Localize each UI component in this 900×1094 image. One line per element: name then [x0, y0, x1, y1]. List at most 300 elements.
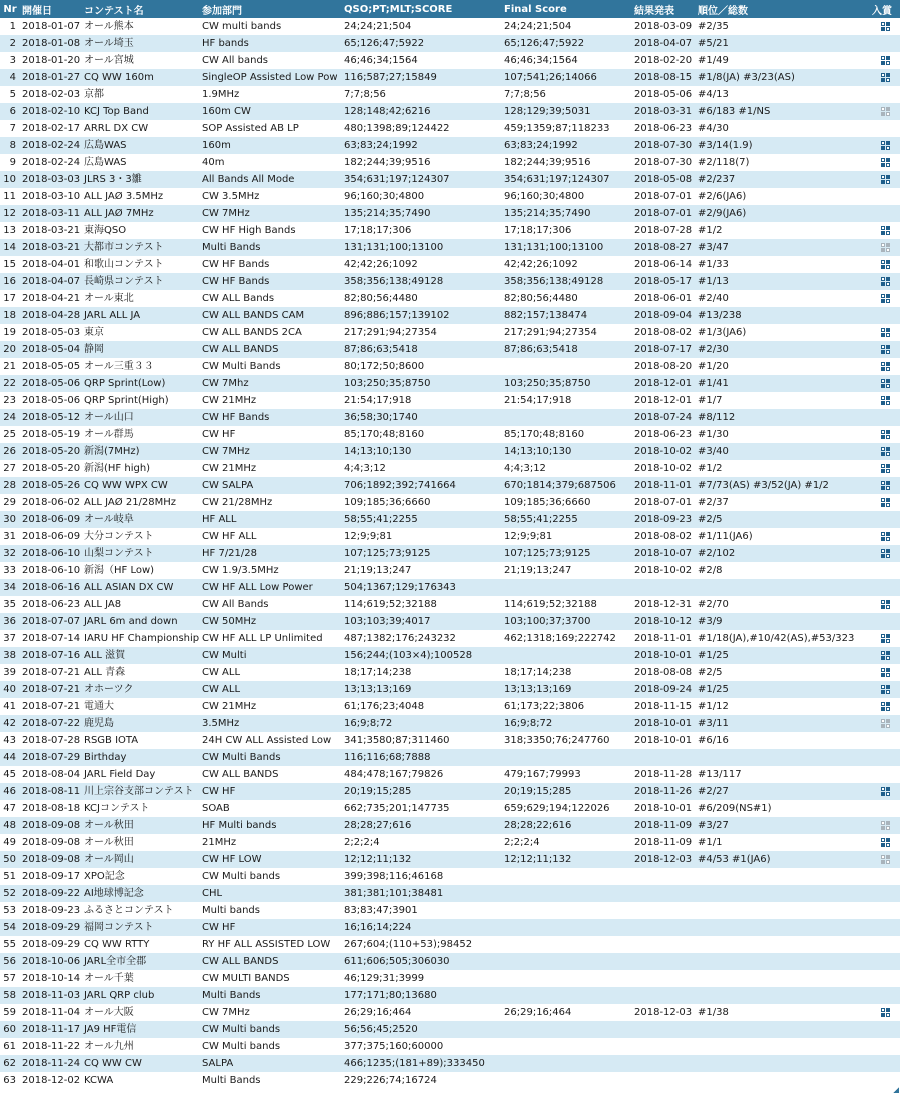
cell-award [870, 562, 900, 579]
award-grid-icon[interactable] [881, 549, 890, 558]
cell-contest: オール岡山 [84, 854, 134, 865]
cell-score: 42;42;26;1092 [344, 259, 418, 270]
table-row [0, 936, 900, 953]
cell-final-score: 103;100;37;3700 [504, 616, 591, 627]
cell-announce: 2018-06-14 [634, 259, 693, 270]
cell-announce: 2018-09-24 [634, 684, 693, 695]
cell-date: 2018-12-02 [22, 1075, 81, 1086]
cell-score: 182;244;39;9516 [344, 157, 431, 168]
cell-contest: 新潟（HF Low) [84, 565, 155, 576]
award-grid-icon[interactable] [881, 855, 890, 864]
cell-contest: CQ WW 160m [84, 72, 154, 83]
cell-contest: ALL JAØ 7MHz [84, 208, 154, 219]
cell-final-score: 61;173;22;3806 [504, 701, 585, 712]
cell-award [870, 358, 900, 375]
cell-nr: 2 [9, 38, 16, 49]
cell-nr: 11 [3, 191, 16, 202]
cell-category: CW HF Bands [202, 412, 270, 423]
cell-announce: 2018-12-03 [634, 854, 693, 865]
cell-score: 381;381;101;38481 [344, 888, 444, 899]
cell-nr: 63 [3, 1075, 16, 1086]
cell-contest: ALL JA8 [84, 599, 122, 610]
cell-award [870, 477, 900, 494]
table-body [0, 18, 900, 1089]
award-grid-icon[interactable] [881, 396, 890, 405]
cell-nr: 20 [3, 344, 16, 355]
cell-announce: 2018-11-01 [634, 633, 693, 644]
award-grid-icon[interactable] [881, 328, 890, 337]
cell-category: CW HF ALL [202, 531, 257, 542]
award-grid-icon[interactable] [881, 243, 890, 252]
cell-final-score [502, 749, 632, 766]
cell-date: 2018-06-10 [22, 548, 81, 559]
cell-date: 2018-11-04 [22, 1007, 81, 1018]
cell-date: 2018-05-26 [22, 480, 81, 491]
award-grid-icon[interactable] [881, 719, 890, 728]
header-date[interactable]: 開催日 [20, 0, 82, 18]
cell-score: 135;214;35;7490 [344, 208, 431, 219]
cell-announce [632, 749, 696, 766]
cell-final-score [502, 1021, 632, 1038]
cell-announce: 2018-05-08 [634, 174, 693, 185]
cell-final-score [502, 936, 632, 953]
cell-score: 26;29;16;464 [344, 1007, 412, 1018]
cell-score: 83;83;47;3901 [344, 905, 418, 916]
cell-rank [696, 953, 870, 970]
cell-score: 706;1892;392;741664 [344, 480, 456, 491]
cell-rank: #4/53 #1(JA6) [698, 854, 771, 865]
cell-rank: #1/25 [698, 684, 729, 695]
cell-score: 399;398;116;46168 [344, 871, 444, 882]
table-row [0, 137, 900, 154]
cell-contest: オール大阪 [84, 1007, 134, 1018]
award-grid-icon[interactable] [881, 498, 890, 507]
cell-score: 28;28;27;616 [344, 820, 412, 831]
table-row [0, 392, 900, 409]
cell-date: 2018-01-07 [22, 21, 81, 32]
cell-announce: 2018-05-06 [634, 89, 693, 100]
cell-nr: 24 [3, 412, 16, 423]
cell-announce: 2018-09-04 [634, 310, 693, 321]
table-row [0, 460, 900, 477]
award-grid-icon[interactable] [881, 838, 890, 847]
cell-date: 2018-11-22 [22, 1041, 81, 1052]
cell-award [870, 307, 900, 324]
cell-award [870, 902, 900, 919]
cell-category: CW 3.5MHz [202, 191, 260, 202]
cell-score: 2;2;2;4 [344, 837, 380, 848]
table-row [0, 273, 900, 290]
cell-award [870, 630, 900, 647]
cell-category: CW ALL BANDS [202, 344, 279, 355]
cell-date: 2018-10-06 [22, 956, 81, 967]
cell-date: 2018-09-22 [22, 888, 81, 899]
cell-award [870, 273, 900, 290]
cell-award [870, 1004, 900, 1021]
cell-award [870, 664, 900, 681]
header-rank[interactable]: 順位／総数 [696, 0, 870, 18]
cell-final-score: 182;244;39;9516 [504, 157, 591, 168]
cell-contest: KCWA [84, 1075, 114, 1086]
cell-final-score [502, 1072, 632, 1089]
award-grid-icon[interactable] [881, 787, 890, 796]
cell-score: 116;116;68;7888 [344, 752, 431, 763]
cell-category: CW 7MHz [202, 1007, 250, 1018]
cell-announce [632, 970, 696, 987]
cell-rank [696, 885, 870, 902]
cell-category: CW 7Mhz [202, 378, 249, 389]
cell-announce [632, 1021, 696, 1038]
cell-nr: 35 [3, 599, 16, 610]
cell-final-score: 21:54;17;918 [504, 395, 572, 406]
cell-nr: 37 [3, 633, 16, 644]
cell-rank: #4/13 [698, 89, 729, 100]
cell-final-score: 358;356;138;49128 [504, 276, 604, 287]
cell-rank: #1/11(JA6) [698, 531, 753, 542]
cell-award [870, 698, 900, 715]
cell-date: 2018-05-06 [22, 378, 81, 389]
cell-announce [632, 1072, 696, 1089]
award-grid-icon[interactable] [881, 226, 890, 235]
cell-rank [696, 868, 870, 885]
cell-award [870, 987, 900, 1004]
cell-award [870, 919, 900, 936]
cell-nr: 30 [3, 514, 16, 525]
resize-grip-icon[interactable] [893, 1087, 899, 1093]
cell-final-score: 354;631;197;124307 [504, 174, 610, 185]
award-grid-icon[interactable] [881, 651, 890, 660]
table-row [0, 86, 900, 103]
cell-contest: ARRL DX CW [84, 123, 149, 134]
table-row [0, 732, 900, 749]
cell-rank [696, 987, 870, 1004]
cell-score: 487;1382;176;243232 [344, 633, 456, 644]
table-row [0, 817, 900, 834]
cell-announce [632, 885, 696, 902]
table-row [0, 698, 900, 715]
cell-nr: 16 [3, 276, 16, 287]
cell-announce: 2018-10-01 [634, 718, 693, 729]
cell-date: 2018-10-14 [22, 973, 81, 984]
cell-category: HF 7/21/28 [202, 548, 257, 559]
table-row [0, 171, 900, 188]
cell-category: CW ALL BANDS CAM [202, 310, 305, 321]
cell-date: 2018-04-01 [22, 259, 81, 270]
cell-announce: 2018-07-01 [634, 191, 693, 202]
cell-award [870, 545, 900, 562]
award-grid-icon[interactable] [881, 260, 890, 269]
cell-nr: 53 [3, 905, 16, 916]
cell-category: CW Multi bands [202, 1041, 281, 1052]
cell-final-score: 17;18;17;306 [504, 225, 572, 236]
cell-category: CW SALPA [202, 480, 254, 491]
cell-announce: 2018-08-02 [634, 531, 693, 542]
table-row [0, 681, 900, 698]
cell-rank: #1/12 [698, 701, 729, 712]
cell-rank: #2/6(JA6) [698, 191, 747, 202]
award-grid-icon[interactable] [881, 22, 890, 31]
table-row [0, 1004, 900, 1021]
award-grid-icon[interactable] [881, 600, 890, 609]
cell-date: 2018-07-21 [22, 684, 81, 695]
cell-contest: 長崎県コンテスト [84, 276, 164, 287]
cell-final-score: 58;55;41;2255 [504, 514, 578, 525]
cell-date: 2018-04-07 [22, 276, 81, 287]
cell-announce: 2018-11-09 [634, 820, 693, 831]
table-row [0, 18, 900, 35]
award-grid-icon[interactable] [881, 634, 890, 643]
table-row [0, 562, 900, 579]
cell-date: 2018-03-10 [22, 191, 81, 202]
cell-score: 58;55;41;2255 [344, 514, 418, 525]
award-grid-icon[interactable] [881, 430, 890, 439]
cell-contest: オール群馬 [84, 429, 134, 440]
cell-category: CW HF [202, 786, 236, 797]
cell-nr: 13 [3, 225, 16, 236]
header-award[interactable]: 入賞 [870, 0, 900, 18]
table-row [0, 953, 900, 970]
cell-rank: #6/209(NS#1) [698, 803, 772, 814]
cell-award [870, 1021, 900, 1038]
cell-contest: JARL QRP club [84, 990, 155, 1001]
award-grid-icon[interactable] [881, 668, 890, 677]
award-grid-icon[interactable] [881, 158, 890, 167]
award-grid-icon[interactable] [881, 277, 890, 286]
cell-nr: 40 [3, 684, 16, 695]
header-final-score[interactable]: Final Score [502, 0, 632, 18]
cell-award [870, 290, 900, 307]
award-grid-icon[interactable] [881, 107, 890, 116]
cell-date: 2018-05-03 [22, 327, 81, 338]
cell-score: 16;9;8;72 [344, 718, 393, 729]
cell-date: 2018-01-20 [22, 55, 81, 66]
cell-contest: JARL ALL JA [84, 310, 141, 321]
cell-score: 82;80;56;4480 [344, 293, 418, 304]
cell-final-score [502, 868, 632, 885]
cell-date: 2018-03-03 [22, 174, 81, 185]
award-grid-icon[interactable] [881, 141, 890, 150]
cell-final-score: 4;4;3;12 [504, 463, 546, 474]
cell-category: CHL [202, 888, 223, 899]
table-row [0, 205, 900, 222]
cell-final-score: 114;619;52;32188 [504, 599, 597, 610]
cell-announce: 2018-05-17 [634, 276, 693, 287]
header-category[interactable]: 参加部門 [200, 0, 342, 18]
award-grid-icon[interactable] [881, 481, 890, 490]
cell-award [870, 970, 900, 987]
cell-rank: #1/18(JA),#10/42(AS),#53/323 [698, 633, 855, 644]
cell-award [870, 681, 900, 698]
table-row [0, 800, 900, 817]
cell-final-score: 479;167;79993 [504, 769, 581, 780]
cell-nr: 1 [9, 21, 16, 32]
cell-announce: 2018-11-28 [634, 769, 693, 780]
cell-score: 20;19;15;285 [344, 786, 412, 797]
header-contest[interactable]: コンテスト名 [82, 0, 200, 18]
cell-award [870, 341, 900, 358]
cell-date: 2018-06-10 [22, 565, 81, 576]
table-row [0, 1038, 900, 1055]
award-grid-icon[interactable] [881, 702, 890, 711]
header-announce[interactable]: 結果発表 [632, 0, 696, 18]
cell-announce: 2018-12-01 [634, 378, 693, 389]
cell-announce: 2018-03-31 [634, 106, 693, 117]
cell-final-score: 24;24;21;504 [504, 21, 572, 32]
cell-contest: オール山口 [84, 412, 134, 423]
cell-contest: CQ WW RTTY [84, 939, 150, 950]
cell-final-score: 96;160;30;4800 [504, 191, 585, 202]
table-row [0, 987, 900, 1004]
cell-nr: 38 [3, 650, 16, 661]
cell-award [870, 494, 900, 511]
cell-announce [632, 936, 696, 953]
cell-nr: 51 [3, 871, 16, 882]
cell-award [870, 783, 900, 800]
cell-category: CW HF LOW [202, 854, 262, 865]
cell-nr: 9 [9, 157, 16, 168]
header-score[interactable]: QSO;PT;MLT;SCORE [342, 0, 502, 18]
cell-announce: 2018-10-02 [634, 446, 693, 457]
table-row [0, 256, 900, 273]
cell-date: 2018-07-22 [22, 718, 81, 729]
cell-nr: 21 [3, 361, 16, 372]
cell-contest: AI地球博記念 [84, 888, 144, 899]
cell-rank: #4/30 [698, 123, 729, 134]
cell-date: 2018-07-21 [22, 701, 81, 712]
cell-final-score: 217;291;94;27354 [504, 327, 597, 338]
cell-announce: 2018-08-27 [634, 242, 693, 253]
cell-final-score: 42;42;26;1092 [504, 259, 578, 270]
cell-award [870, 800, 900, 817]
table-row [0, 545, 900, 562]
cell-nr: 47 [3, 803, 16, 814]
cell-nr: 25 [3, 429, 16, 440]
cell-rank: #2/102 [698, 548, 736, 559]
cell-nr: 59 [3, 1007, 16, 1018]
award-grid-icon[interactable] [881, 73, 890, 82]
cell-nr: 44 [3, 752, 16, 763]
cell-score: 21:54;17;918 [344, 395, 412, 406]
cell-rank [696, 749, 870, 766]
award-grid-icon[interactable] [881, 56, 890, 65]
table-row [0, 579, 900, 596]
cell-rank: #2/5 [698, 667, 723, 678]
header-row [0, 0, 900, 18]
cell-category: CW Multi bands [202, 1024, 281, 1035]
cell-category: CW HF [202, 922, 236, 933]
cell-category: HF bands [202, 38, 249, 49]
cell-announce: 2018-12-31 [634, 599, 693, 610]
cell-award [870, 188, 900, 205]
cell-nr: 43 [3, 735, 16, 746]
cell-contest: CQ WW CW [84, 1058, 142, 1069]
cell-nr: 7 [9, 123, 16, 134]
award-grid-icon[interactable] [881, 345, 890, 354]
cell-rank: #3/9 [698, 616, 723, 627]
cell-announce: 2018-06-01 [634, 293, 693, 304]
award-grid-icon[interactable] [881, 379, 890, 388]
award-grid-icon[interactable] [881, 821, 890, 830]
cell-category: CW 7MHz [202, 446, 250, 457]
cell-contest: ALL 青森 [84, 667, 126, 678]
cell-score: 12;12;11;132 [344, 854, 412, 865]
cell-final-score: 46;46;34;1564 [504, 55, 578, 66]
cell-final-score: 670;1814;379;687506 [504, 480, 616, 491]
header-nr[interactable]: Nr [0, 0, 20, 18]
cell-score: 114;619;52;32188 [344, 599, 437, 610]
table-row [0, 222, 900, 239]
cell-contest: RSGB IOTA [84, 735, 139, 746]
cell-rank: #1/38 [698, 1007, 729, 1018]
cell-award [870, 596, 900, 613]
award-grid-icon[interactable] [881, 1008, 890, 1017]
cell-rank: #2/8 [698, 565, 723, 576]
cell-final-score: 882;157;138474 [504, 310, 588, 321]
award-grid-icon[interactable] [881, 175, 890, 184]
cell-date: 2018-07-28 [22, 735, 81, 746]
award-grid-icon[interactable] [881, 532, 890, 541]
cell-date: 2018-06-16 [22, 582, 81, 593]
cell-nr: 33 [3, 565, 16, 576]
cell-final-score [502, 902, 632, 919]
cell-contest: 和歌山コンテスト [84, 259, 164, 270]
cell-nr: 42 [3, 718, 16, 729]
cell-category: HF ALL [202, 514, 237, 525]
cell-date: 2018-03-21 [22, 242, 81, 253]
cell-announce: 2018-08-15 [634, 72, 693, 83]
cell-rank: #1/2 [698, 225, 723, 236]
cell-category: Multi Bands [202, 990, 261, 1001]
cell-score: 484;478;167;79826 [344, 769, 444, 780]
cell-score: 87;86;63;5418 [344, 344, 418, 355]
cell-date: 2018-09-29 [22, 939, 81, 950]
cell-date: 2018-07-29 [22, 752, 81, 763]
award-grid-icon[interactable] [881, 294, 890, 303]
cell-award [870, 18, 900, 35]
cell-rank [696, 1038, 870, 1055]
cell-announce: 2018-11-09 [634, 837, 693, 848]
cell-final-score: 85;170;48;8160 [504, 429, 585, 440]
cell-date: 2018-11-17 [22, 1024, 81, 1035]
cell-final-score: 13;13;13;169 [504, 684, 572, 695]
cell-date: 2018-08-18 [22, 803, 81, 814]
cell-date: 2018-09-23 [22, 905, 81, 916]
cell-category: Multi bands [202, 905, 260, 916]
cell-contest: ふるさとコンテスト [84, 905, 174, 916]
cell-award [870, 1055, 900, 1072]
award-grid-icon[interactable] [881, 362, 890, 371]
cell-nr: 27 [3, 463, 16, 474]
award-grid-icon[interactable] [881, 464, 890, 473]
award-grid-icon[interactable] [881, 447, 890, 456]
table-row [0, 749, 900, 766]
cell-category: CW ALL [202, 684, 241, 695]
cell-award [870, 222, 900, 239]
cell-contest: オール三重３３ [84, 361, 154, 372]
table-row [0, 1021, 900, 1038]
cell-rank [696, 579, 870, 596]
cell-nr: 50 [3, 854, 16, 865]
cell-contest: KCJ Top Band [84, 106, 149, 117]
cell-date: 2018-11-24 [22, 1058, 81, 1069]
cell-category: All Bands All Mode [202, 174, 295, 185]
cell-date: 2018-07-14 [22, 633, 81, 644]
cell-score: 16;16;14;224 [344, 922, 412, 933]
cell-award [870, 936, 900, 953]
cell-rank: #1/3(JA6) [698, 327, 747, 338]
cell-rank: #13/117 [698, 769, 742, 780]
award-grid-icon[interactable] [881, 685, 890, 694]
